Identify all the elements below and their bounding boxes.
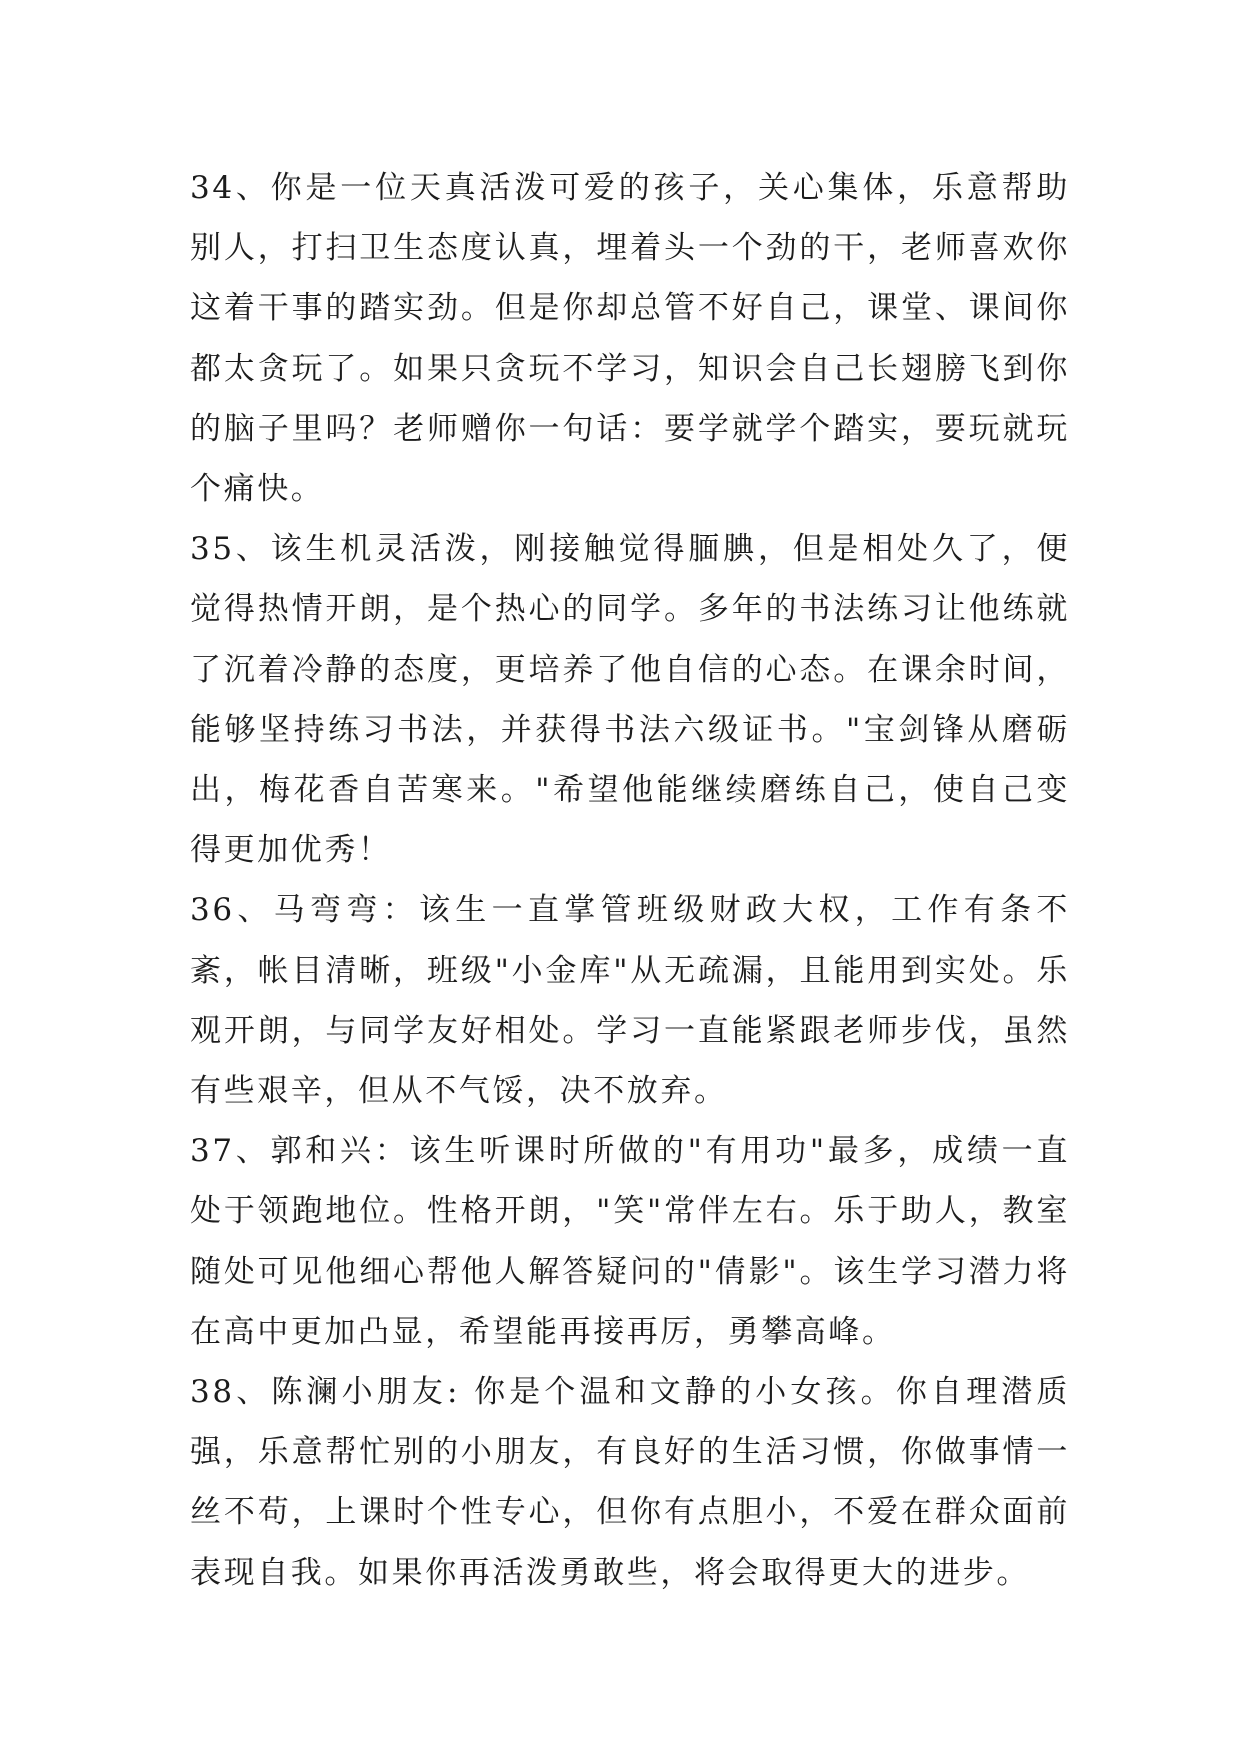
comment-paragraph-38: 38、陈澜小朋友: 你是个温和文静的小女孩。你自理潜质强，乐意帮忙别的小朋友，有良好的生活习惯，你做事情一丝不苟，上课时个性专心，但你有点胆小，不爱在群众面前表现自我。如果你再活泼勇敢些，将会取得更大的进步。: [190, 1374, 1070, 1591]
document-body: [190, 158, 1070, 1603]
comment-paragraph-35: 35、该生机灵活泼，刚接触觉得腼腆，但是相处久了，便觉得热情开朗，是个热心的同学。多年的书法练习让他练就了沉着冷静的态度，更培养了他自信的心态。在课余时间，能够坚持练习书法，并获得书法六级证书。"宝剑锋从磨砺出，梅花香自苦寒来。"希望他能继续磨练自己，使自己变得更加优秀！: [190, 531, 1070, 869]
comment-paragraph-36: 36、马弯弯：该生一直掌管班级财政大权，工作有条不紊，帐目清晰，班级"小金库"从无疏漏，且能用到实处。乐观开朗，与同学友好相处。学习一直能紧跟老师步伐，虽然有些艰辛，但从不气馁，决不放弃。: [190, 892, 1070, 1110]
comment-paragraph-37: 37、郭和兴：该生听课时所做的"有用功"最多，成绩一直处于领跑地位。性格开朗，"笑"常伴左右。乐于助人，教室随处可见他细心帮他人解答疑问的"倩影"。该生学习潜力将在高中更加凸显，希望能再接再厉，勇攀高峰。: [190, 1133, 1070, 1350]
comment-paragraph-34: 34、你是一位天真活泼可爱的孩子，关心集体，乐意帮助别人，打扫卫生态度认真，埋着头一个劲的干，老师喜欢你这着干事的踏实劲。但是你却总管不好自己，课堂、课间你都太贪玩了。如果只贪玩不学习，知识会自己长翅膀飞到你的脑子里吗？老师赠你一句话：要学就学个踏实，要玩就玩个痛快。: [190, 170, 1070, 508]
